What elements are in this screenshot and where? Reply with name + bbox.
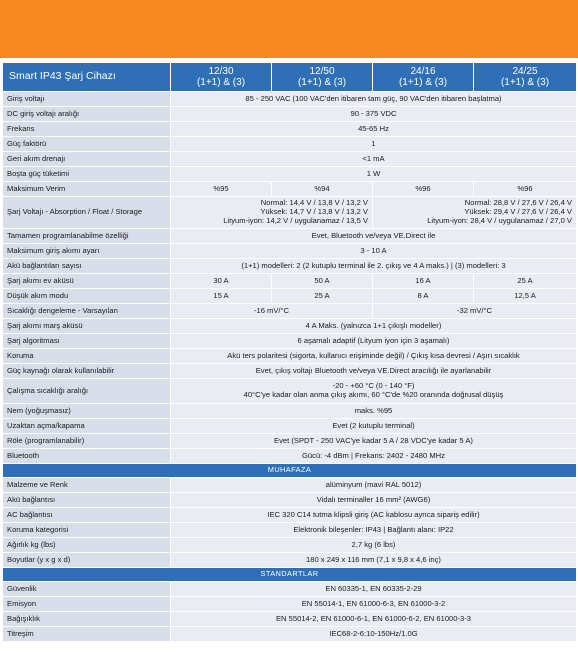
- row-value: 25 A: [474, 274, 577, 289]
- row-value: 8 A: [373, 289, 474, 304]
- table-row: [3, 319, 577, 334]
- row-value: Akü ters polaritesi (sigorta, kullanıcı erişiminde değil) / Çıkış kısa devresi / Aşırı sıcaklık: [171, 349, 577, 364]
- table-row: [3, 197, 577, 229]
- table-row: [3, 152, 577, 167]
- row-value: -16 mV/°C: [171, 304, 373, 319]
- table-header-row: [3, 63, 577, 92]
- row-value: 180 x 249 x 116 mm (7,1 x 9,8 x 4,6 inç): [171, 553, 577, 568]
- row-value: maks. %95: [171, 404, 577, 419]
- table-row: [3, 107, 577, 122]
- charge-voltage-12v: [171, 197, 373, 229]
- table-row: [3, 334, 577, 349]
- model-variant: (1+1) & (3): [297, 77, 347, 88]
- row-value: Evet, Bluetooth ve/veya VE.Direct ile: [171, 229, 577, 244]
- row-value: [171, 379, 577, 404]
- table-row: [3, 92, 577, 107]
- model-col-4: [474, 63, 577, 92]
- table-row: [3, 304, 577, 319]
- table-row: [3, 612, 577, 627]
- row-label: Güç faktörü: [3, 137, 171, 152]
- row-label: Nem (yoğuşmasız): [3, 404, 171, 419]
- charge-voltage-line: Normal: 28,8 V / 27,6 V / 26,4 V: [464, 198, 572, 208]
- top-brand-band: [0, 0, 578, 62]
- section-header-standartlar: [3, 568, 577, 582]
- model-name: 12/50: [309, 66, 335, 77]
- row-value: Evet (2 kutuplu terminal): [171, 419, 577, 434]
- table-row: [3, 434, 577, 449]
- row-value: -32 mV/°C: [373, 304, 577, 319]
- table-row: [3, 553, 577, 568]
- table-row: [3, 229, 577, 244]
- row-value: 30 A: [171, 274, 272, 289]
- row-value: 90 - 375 VDC: [171, 107, 577, 122]
- model-name: 12/30: [208, 66, 234, 77]
- row-value: EN 60335-1, EN 60335-2-29: [171, 582, 577, 597]
- row-label: Çalışma sıcaklığı aralığı: [3, 379, 171, 404]
- table-row: [3, 419, 577, 434]
- row-label: Uzaktan açma/kapama: [3, 419, 171, 434]
- table-row: [3, 289, 577, 304]
- row-value: Elektronik bileşenler: IP43 | Bağlantı alanı: IP22: [171, 523, 577, 538]
- model-variant: (1+1) & (3): [500, 77, 550, 88]
- row-value: 12,5 A: [474, 289, 577, 304]
- row-label: Akü bağlantıları sayısı: [3, 259, 171, 274]
- section-title: MUHAFAZA: [3, 464, 577, 478]
- row-label: Bluetooth: [3, 449, 171, 464]
- table-row: [3, 523, 577, 538]
- table-row: [3, 538, 577, 553]
- row-value-line: 40°C'ye kadar olan anma çıkış akımı, 60 °C'de %20 oranında doğrusal düşüş: [243, 390, 504, 399]
- table-row: [3, 364, 577, 379]
- row-label: Bağışıklık: [3, 612, 171, 627]
- row-value-line: -20 - +60 °C (0 - 140 °F): [332, 381, 415, 391]
- model-name: 24/16: [410, 66, 436, 77]
- row-label: Şarj akımı marş aküsü: [3, 319, 171, 334]
- row-value: EN 55014-2, EN 61000-6-1, EN 61000-6-2, EN 61000-3-3: [171, 612, 577, 627]
- table-row: [3, 244, 577, 259]
- model-col-2: [272, 63, 373, 92]
- charge-voltage-line: Yüksek: 14,7 V / 13,8 V / 13,2 V: [260, 207, 368, 217]
- row-label: Akü bağlantısı: [3, 493, 171, 508]
- model-col-3: [373, 63, 474, 92]
- charge-voltage-line: Lityum-iyon: 28,4 V / uygulanamaz / 27,0 V: [427, 215, 572, 225]
- row-label: Şarj Voltajı - Absorption / Float / Storage: [3, 197, 171, 229]
- model-variant: (1+1) & (3): [398, 77, 448, 88]
- row-label: Tamamen programlanabilme özelliği: [3, 229, 171, 244]
- charge-voltage-line: Yüksek: 29,4 V / 27,6 V / 26,4 V: [464, 207, 572, 217]
- row-value: %95: [171, 182, 272, 197]
- row-label: Koruma: [3, 349, 171, 364]
- row-label: Koruma kategorisi: [3, 523, 171, 538]
- row-label: Geri akım drenajı: [3, 152, 171, 167]
- row-value: EN 55014-1, EN 61000-6-3, EN 61000-3-2: [171, 597, 577, 612]
- row-label: Ağırlık kg (lbs): [3, 538, 171, 553]
- row-label: Giriş voltajı: [3, 92, 171, 107]
- row-value: %94: [272, 182, 373, 197]
- row-label: Frekans: [3, 122, 171, 137]
- row-value: 4 A Maks. (yalnızca 1+1 çıkışlı modeller): [171, 319, 577, 334]
- row-label: Röle (programlanabilir): [3, 434, 171, 449]
- row-value: 45-65 Hz: [171, 122, 577, 137]
- table-row: [3, 627, 577, 642]
- row-value: IEC 320 C14 tutma klipsli giriş (AC kablosu ayrıca sipariş edilir): [171, 508, 577, 523]
- row-value: IEC68-2-6:10-150Hz/1.0G: [171, 627, 577, 642]
- table-row: [3, 137, 577, 152]
- row-label: Boyutlar (y x g x d): [3, 553, 171, 568]
- row-value: %96: [474, 182, 577, 197]
- row-label: AC bağlantısı: [3, 508, 171, 523]
- table-row: [3, 379, 577, 404]
- row-label: Maksimum Verim: [3, 182, 171, 197]
- table-row: [3, 493, 577, 508]
- row-value: (1+1) modelleri: 2 (2 kutuplu terminal ile 2. çıkış ve 4 A maks.) | (3) modelleri: 3: [171, 259, 577, 274]
- row-label: Düşük akım modu: [3, 289, 171, 304]
- row-value: 1 W: [171, 167, 577, 182]
- table-row: [3, 404, 577, 419]
- section-header-muhafaza: [3, 464, 577, 478]
- row-value: Vidalı terminaller 16 mm² (AWG6): [171, 493, 577, 508]
- table-row: [3, 182, 577, 197]
- row-label: Emisyon: [3, 597, 171, 612]
- row-value: Gücü: -4 dBm | Frekans: 2402 - 2480 MHz: [171, 449, 577, 464]
- table-row: [3, 478, 577, 493]
- row-value: 16 A: [373, 274, 474, 289]
- charge-voltage-24v: [373, 197, 577, 229]
- row-value: 3 - 10 A: [171, 244, 577, 259]
- row-value: Evet (SPDT - 250 VAC'ye kadar 5 A / 28 VDC'ye kadar 5 A): [171, 434, 577, 449]
- row-value: Evet, çıkış voltajı Bluetooth ve/veya VE.Direct aracılığı ile ayarlanabilir: [171, 364, 577, 379]
- table-row: [3, 122, 577, 137]
- table-row: [3, 449, 577, 464]
- row-label: Boşta güç tüketimi: [3, 167, 171, 182]
- charge-voltage-line: Normal: 14,4 V / 13,8 V / 13,2 V: [260, 198, 368, 208]
- spec-table: [2, 62, 577, 642]
- row-value: 50 A: [272, 274, 373, 289]
- model-variant: (1+1) & (3): [196, 77, 246, 88]
- row-label: Titreşim: [3, 627, 171, 642]
- row-value: <1 mA: [171, 152, 577, 167]
- row-value: 2,7 kg (6 lbs): [171, 538, 577, 553]
- row-value: 25 A: [272, 289, 373, 304]
- row-value: alüminyum (mavi RAL 5012): [171, 478, 577, 493]
- table-row: [3, 582, 577, 597]
- row-value: %96: [373, 182, 474, 197]
- row-label: Güç kaynağı olarak kullanılabilir: [3, 364, 171, 379]
- row-label: Malzeme ve Renk: [3, 478, 171, 493]
- row-label: Güvenlik: [3, 582, 171, 597]
- model-col-1: [171, 63, 272, 92]
- row-value: 85 - 250 VAC (100 VAC'den itibaren tam güç, 90 VAC'den itibaren başlatma): [171, 92, 577, 107]
- row-label: Şarj akımı ev aküsü: [3, 274, 171, 289]
- charge-voltage-line: Lityum-iyon: 14,2 V / uygulanamaz / 13,5 V: [223, 215, 368, 225]
- table-row: [3, 508, 577, 523]
- row-label: Maksimum giriş akımı ayarı: [3, 244, 171, 259]
- row-label: Şarj algoritması: [3, 334, 171, 349]
- row-value: 15 A: [171, 289, 272, 304]
- table-row: [3, 274, 577, 289]
- model-name: 24/25: [512, 66, 538, 77]
- section-title: STANDARTLAR: [3, 568, 577, 582]
- table-row: [3, 597, 577, 612]
- table-row: [3, 349, 577, 364]
- row-label: DC giriş voltajı aralığı: [3, 107, 171, 122]
- row-label: Sıcaklığı dengeleme - Varsayılan: [3, 304, 171, 319]
- table-row: [3, 259, 577, 274]
- row-value: 1: [171, 137, 577, 152]
- product-title: Smart IP43 Şarj Cihazı: [3, 63, 171, 92]
- table-row: [3, 167, 577, 182]
- row-value: 6 aşamalı adaptif (Lityum iyon için 3 aşamalı): [171, 334, 577, 349]
